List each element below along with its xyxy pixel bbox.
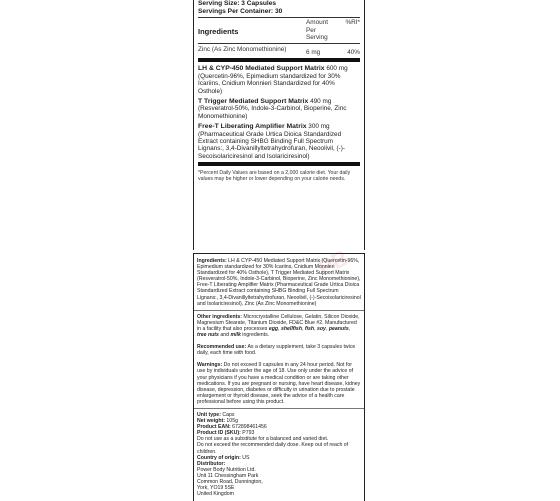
matrix-amount: 300 mg	[308, 123, 330, 131]
recommended-use-section	[194, 344, 364, 356]
net-weight-label: Net weight:	[197, 418, 225, 425]
allergen-fish: fish	[304, 325, 315, 332]
ean-label: Product EAN:	[197, 424, 231, 431]
notice-dose: Do not exceed the recommended daily dose. Keep out of reach of children.	[197, 442, 349, 455]
warnings-section	[194, 362, 364, 405]
ingredients-section	[194, 254, 364, 307]
matrix-name: T Trigger Mediated Support Matrix	[198, 98, 309, 105]
divider	[198, 17, 360, 18]
divider	[198, 43, 360, 44]
ean: 672898461456	[232, 424, 267, 431]
facts-header	[198, 19, 360, 42]
watermark-logo: PB	[313, 244, 353, 281]
matrix-name: LH & CYP-450 Mediated Support Matrix	[198, 65, 325, 73]
sku-label: Product ID (SKU):	[197, 430, 241, 437]
thick-divider	[198, 162, 360, 166]
recommended-use-label: Recommended use:	[197, 344, 247, 351]
row-dv: 40%	[347, 48, 360, 56]
matrix-amount: 600 mg	[326, 65, 348, 73]
other-ingredients-label: Other ingredients:	[197, 313, 242, 320]
matrix-item	[198, 65, 360, 95]
distributor-line: Unit 11 Chessingham Park	[197, 472, 259, 479]
distributor-line: United Kingdom	[197, 491, 234, 498]
row-amount: 6 mg	[306, 48, 321, 56]
allergen-milk: milk	[230, 332, 241, 339]
other-ingredients-text: Microcrystalline Cellulose, Gelatin, Silicon Dioxide, Magnesium Stearate, Titanium Dioxide, FD&C Blue #2. Manufactured in a facility that also processes	[197, 313, 360, 332]
allergen-tree-nuts: tree nuts	[197, 332, 219, 339]
matrix-desc: (Quercetin-96%, Epimedium standardized for 30% Icariins, Cnidium Monnieri Standardized for 40% Osthole)	[198, 72, 341, 95]
ingredients-text: LH & CYP-450 Mediated Support Matrix (Quercetin-96%, Epimedium standardized for 30% Icariins, Cnidium Monnieri Standardized for 40% Osthole), T Trigger Mediated Support Matrix (Resveratrol-50%, Indole-3-Carbinol, Bioperine, Zinc Monomethionine), Free-T Liberating Amplifier Matrix (Pharmaceutical Grade Urtica Dioica Standardized Extract containing SHBG Binding Full Spectrum Lignans:, 3,4-Divanillyltetrahydrofuran, Neoolivil, (-)-Secoisolariciresinol and Isolariciresinol), Zinc (As Zinc Monomethionine)	[197, 258, 361, 307]
notice-diet: Do not use as a substitute for a balanced and varied diet.	[197, 436, 329, 443]
warnings-text: Do not exceed 9 capsules in any 24 hour period. Not for use by individuals under the age of 18. Use only under the advice of your physicians if you have a medical condition or are taking other medications. If you are pregnant or nursing, have heart disease, kidney disease, depression, diabetes or difficulty in urination due to prostate enlargement or thyroid disease, seek the advice of a health care professional before using this product.	[197, 362, 361, 405]
unit-type-label: Unit type:	[197, 411, 221, 418]
net-weight: 105g	[226, 418, 238, 425]
product-label-panel	[193, 253, 365, 501]
supplement-facts-panel	[193, 0, 365, 250]
col-amount: Amount Per Serving	[306, 19, 329, 42]
allergen-shellfish: shellfish	[280, 325, 302, 332]
other-ingredients-section: Other ingredients: Microcrystalline Cellulose, Gelatin, Silicon Dioxide, Magnesium Stearate, Titanium Dioxide, FD&C Blue #2. Manufactured in a facility that also processes egg, shellfish, fish, soy, peanuts, tree nuts and milk ingredients.	[197, 313, 360, 339]
thick-divider	[198, 58, 360, 62]
product-info-section	[194, 412, 364, 497]
matrix-amount: 490 mg	[310, 98, 332, 105]
ingredients-label: Ingredients:	[197, 258, 227, 264]
distributor-line: Common Road, Dunnington,	[197, 479, 263, 485]
distributor-line: York, YO19 5SE	[197, 485, 235, 492]
recommended-use-text: As a dietary supplement, take 3 capsules twice daily, each time with food.	[197, 344, 356, 357]
origin-label: Country of origin:	[197, 454, 241, 461]
warnings-label: Warnings:	[197, 362, 223, 369]
divider	[194, 310, 364, 311]
matrix-name: Free-T Liberating Amplifier Matrix	[198, 123, 307, 131]
serving-size: Serving Size: 3 Capsules	[198, 0, 277, 7]
distributor-line: Power Body Nutrition Ltd.	[197, 466, 256, 473]
unit-type: Caps	[222, 411, 235, 418]
matrix-desc: (Resveratrol-50%, Indole-3-Carbinol, Bioperine, Zinc Monomethionine)	[198, 105, 347, 120]
allergen-peanuts: peanuts	[328, 325, 349, 332]
facts-row	[198, 46, 360, 57]
sku: P793	[242, 430, 255, 437]
daily-value-footnote: *Percent Daily Values are based on a 2,000 calorie diet. Your daily values may be higher or lower depending on your calorie needs.	[198, 170, 351, 183]
allergen-soy: soy	[317, 325, 326, 332]
col-ingredients: Ingredients	[198, 27, 239, 36]
row-name: Zinc (As Zinc Monomethionine)	[198, 45, 287, 53]
matrix-item	[198, 98, 360, 120]
matrix-desc: (Pharmaceutical Grade Urtica Dioica Standardized Extract containing SHBG Binding Full Spectrum Lignans:, 3,4-Divanillyltetrahydrofuran, Neoolivil, (-)-Secoisolariciresinol and Isolariciresinol)	[198, 130, 346, 160]
col-dv: %RI*	[345, 19, 360, 26]
divider	[194, 408, 364, 409]
servings-per-container: Servings Per Container: 30	[198, 8, 283, 15]
allergen-egg: egg	[268, 325, 279, 332]
distributor-label: Distributor:	[197, 460, 226, 467]
matrix-item	[198, 123, 360, 160]
origin: US	[242, 454, 250, 461]
